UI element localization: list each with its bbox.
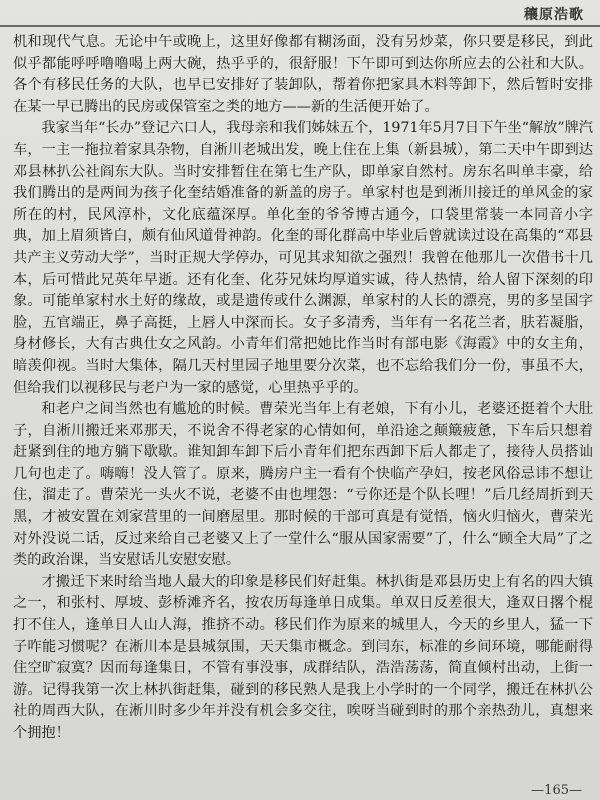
paragraph-2: 我家当年“长办”登记六口人，我母亲和我们姊妹五个，1971年5月7日下午坐“解放”牌汽车，一主一拖拉着家具杂物，自淅川老城出发，晚上住在上集（新县城），第二天中午即到达邓县林扒公社阎东大队。当时安排暂住在第七生产队，即单家自然村。房东名叫单丰豪，给我们腾出的是两间为孩子化奎结婚准备的新盖的房子。单家村也是到淅川接迁的单风金的家所在的村，民风淳朴，文化底蕴深厚。单化奎的爷爷博古通今，口袋里常装一本同音小字典，加上眉须皆白，颇有仙风道骨神韵。化奎的哥化群高中毕业后曾就读过设在高集的“邓县共产主义劳动大学”，当时正规大学停办，可见其求知欲之强烈！我曾在他那儿一次借书十几本，后可惜此兄英年早逝。还有化奎、化芬兄妹均厚道实诚，待人热情，给人留下深刻的印象。可能单家村水土好的缘故，或是遗传或什么渊源，单家村的人长的漂亮，男的多呈国字脸，五官端正，鼻子高挺，上唇人中深而长。女子多清秀，当年有一名花兰者，肤若凝脂，身材修长，大有古典仕女之风韵。小青年们常把她比作当时有部电影《海霞》中的女主角，暗羡仰视。当时大集体，隔几天村里园子地里要分次菜，也不忘给我们分一份，事虽不大，但给我们以视移民与老户为一家的感觉，心里热乎乎的。	[13, 120, 593, 396]
header-rule	[0, 25, 600, 27]
running-header-title: 穰原浩歌	[524, 7, 584, 23]
paragraph-4: 才搬迁下来时给当地人最大的印象是移民们好赶集。林扒街是邓县历史上有名的四大镇之一，和张村、厚坡、彭桥滩齐名，按农历每逢单日成集。单双日反差很大，逢双日撂个棍打不住人，逢单日人山人海，推挤不动。移民们作为原来的城里人，今天的乡里人，猛一下子咋能习惯呢？在淅川本是县城氛围，天天集市概念。到闫东，标准的乡间环境，哪能耐得住空旷寂寞？因而每逢集日，不管有事没事，成群结队，浩浩荡荡，简直倾村出动，上街一游。记得我第一次上林扒街赶集，碰到的移民熟人是我上小学时的一个同学，搬迁在林扒公社的周西大队，在淅川时多少年并没有机会多交往，唉呀当碰到时的那个亲热劲儿，真想来个拥抱！	[13, 573, 593, 741]
page-body	[13, 32, 593, 745]
page-number: —165—	[531, 783, 582, 798]
paragraph-3: 和老户之间当然也有尴尬的时候。曹荣光当年上有老娘，下有小儿，老婆还挺着个大肚子，自淅川搬迁来邓那天，不说舍不得老家的心情如何，单沿途之颠簸疲惫，下车后只想着赶紧到住的地方躺下歇歇。谁知卸车卸下后小青年们把东西卸下后人都走了，接待人员搭讪几句也走了。嗨嗨！没人管了。原来，腾房户主一看有个快临产孕妇，按老风俗忌讳不想让住，溜走了。曹荣光一头火不说，老婆不由也埋怨：“亏你还是个队长哩！”后几经周折到天黑，才被安置在刘家营里的一间磨屋里。那时候的干部可真是有觉悟，恼火归恼火，曹荣光对外没说二话，反过来给自己老婆又上了一堂什么“服从国家需要”了，什么“顾全大局”了之类的政治课，当安慰话儿安慰安慰。	[13, 401, 593, 569]
running-header	[0, 0, 600, 28]
paragraph-1: 机和现代气息。无论中午或晚上，这里好像都有糊汤面，没有另炒菜，你只要是移民，到此似乎都能呼呼噜噜喝上两大碗，热乎乎的，很舒服！下午即可到达你所应去的公社和大队。各个有移民任务的大队，也早已安排好了装卸队，帮着你把家具木料等卸下，然后暂时安排在某一早已腾出的民房或保管室之类的地方——新的生活便开始了。	[13, 34, 593, 115]
